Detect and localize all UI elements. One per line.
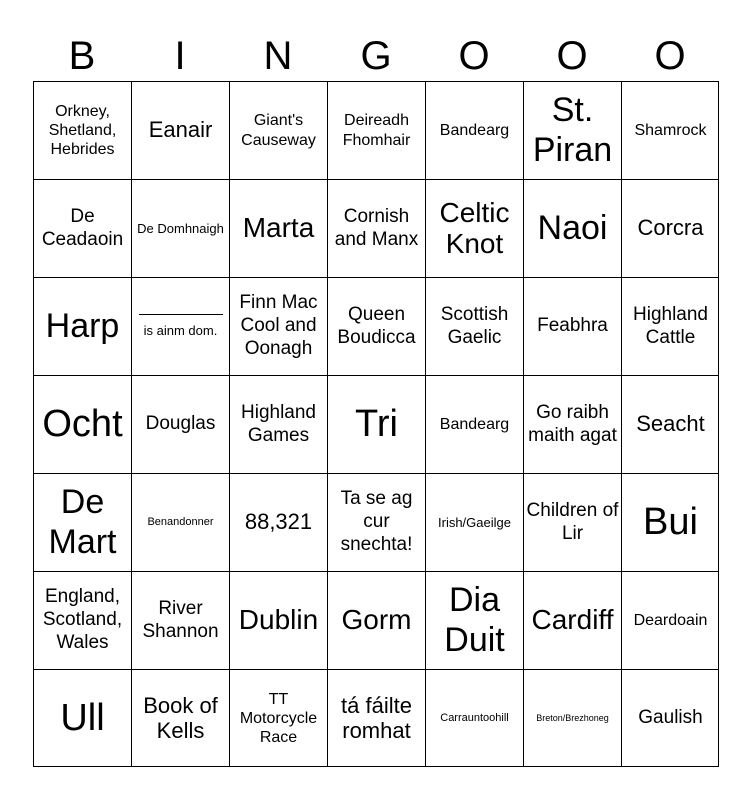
cell-label: Dia Duit bbox=[444, 581, 505, 659]
bingo-cell[interactable] bbox=[229, 81, 327, 179]
cell-label: Douglas bbox=[145, 413, 216, 435]
cell-label: Shamrock bbox=[634, 121, 707, 139]
bingo-cell[interactable] bbox=[327, 375, 425, 473]
cell-label: River Shannon bbox=[142, 597, 219, 642]
cell-label: St. Piran bbox=[532, 91, 613, 169]
bingo-cell[interactable] bbox=[621, 179, 719, 277]
cell-label: Eanair bbox=[148, 117, 213, 143]
cell-label: Children of Lir bbox=[526, 499, 619, 544]
cell-label: Seacht bbox=[636, 411, 705, 437]
bingo-cell[interactable] bbox=[523, 473, 621, 571]
cell-label: tá fáilte romhat bbox=[341, 693, 412, 743]
cell-label: Deardoain bbox=[633, 611, 708, 629]
fill-in-blank-line bbox=[139, 314, 223, 315]
bingo-cell[interactable] bbox=[131, 277, 229, 375]
cell-label: Highland Cattle bbox=[633, 303, 708, 348]
cell-label: Bandearg bbox=[439, 415, 510, 433]
bingo-cell[interactable] bbox=[33, 669, 131, 767]
bingo-board bbox=[33, 81, 719, 767]
bingo-cell[interactable] bbox=[523, 669, 621, 767]
cell-label: Bui bbox=[643, 500, 698, 543]
bingo-cell[interactable] bbox=[131, 375, 229, 473]
cell-label: TT Motorcycle Race bbox=[239, 690, 318, 747]
bingo-cell[interactable] bbox=[327, 81, 425, 179]
bingo-cell[interactable] bbox=[229, 179, 327, 277]
bingo-cell[interactable] bbox=[33, 473, 131, 571]
header-letter: I bbox=[174, 34, 186, 78]
cell-label: Deireadh Fhomhair bbox=[342, 112, 411, 149]
cell-label: Breton/Brezhoneg bbox=[536, 713, 609, 724]
bingo-cell[interactable] bbox=[523, 375, 621, 473]
cell-label: Gaulish bbox=[638, 707, 703, 729]
bingo-cell[interactable] bbox=[425, 571, 523, 669]
bingo-cell[interactable] bbox=[33, 81, 131, 179]
cell-label: Finn Mac Cool and Oonagh bbox=[239, 292, 318, 359]
bingo-cell[interactable] bbox=[621, 571, 719, 669]
bingo-cell[interactable] bbox=[131, 179, 229, 277]
bingo-cell[interactable] bbox=[327, 571, 425, 669]
cell-label: Ta se ag cur snechta! bbox=[340, 488, 413, 555]
bingo-cell[interactable] bbox=[229, 473, 327, 571]
cell-label: De Domhnaigh bbox=[137, 220, 224, 236]
bingo-cell[interactable] bbox=[229, 571, 327, 669]
cell-label: Gorm bbox=[341, 604, 412, 636]
header-letter: O bbox=[654, 34, 686, 78]
bingo-cell[interactable] bbox=[621, 473, 719, 571]
cell-label: Ull bbox=[60, 696, 105, 739]
cell-label: Ocht bbox=[42, 402, 123, 445]
header-letter: B bbox=[68, 34, 96, 78]
cell-label: Go raibh maith agat bbox=[528, 401, 617, 446]
cell-label: Benandonner bbox=[147, 515, 214, 528]
bingo-cell[interactable] bbox=[425, 179, 523, 277]
bingo-cell[interactable] bbox=[425, 669, 523, 767]
bingo-header bbox=[33, 30, 719, 82]
cell-label: Book of Kells bbox=[143, 693, 218, 743]
cell-label: Cornish and Manx bbox=[334, 205, 419, 250]
header-letter: G bbox=[360, 34, 392, 78]
cell-label: Irish/Gaeilge bbox=[438, 514, 511, 530]
cell-label: Dublin bbox=[238, 604, 319, 636]
cell-label: Marta bbox=[242, 212, 315, 244]
bingo-cell[interactable] bbox=[425, 473, 523, 571]
bingo-cell[interactable] bbox=[131, 571, 229, 669]
cell-label: Feabhra bbox=[537, 315, 608, 337]
bingo-cell[interactable] bbox=[33, 375, 131, 473]
bingo-cell[interactable] bbox=[327, 473, 425, 571]
bingo-cell[interactable] bbox=[327, 179, 425, 277]
cell-label: Carrauntoohill bbox=[440, 711, 509, 724]
cell-label: Naoi bbox=[537, 208, 608, 247]
cell-label: is ainm dom. bbox=[143, 323, 218, 339]
bingo-cell[interactable] bbox=[229, 375, 327, 473]
bingo-cell[interactable] bbox=[425, 277, 523, 375]
header-letter: N bbox=[263, 34, 293, 78]
cell-label: Queen Boudicca bbox=[337, 303, 416, 348]
cell-label: De Ceadaoin bbox=[41, 205, 124, 250]
cell-label: Highland Games bbox=[241, 401, 316, 446]
cell-label: 88,321 bbox=[244, 509, 313, 535]
bingo-cell[interactable] bbox=[327, 669, 425, 767]
bingo-cell[interactable] bbox=[523, 179, 621, 277]
bingo-cell[interactable] bbox=[425, 81, 523, 179]
bingo-cell[interactable] bbox=[425, 375, 523, 473]
cell-label: De Mart bbox=[48, 483, 117, 561]
cell-label: Bandearg bbox=[439, 121, 510, 139]
bingo-cell[interactable] bbox=[33, 277, 131, 375]
cell-label: Cardiff bbox=[531, 604, 614, 636]
bingo-cell[interactable] bbox=[229, 277, 327, 375]
bingo-cell[interactable] bbox=[131, 669, 229, 767]
cell-label: Scottish Gaelic bbox=[440, 303, 509, 348]
cell-label: Harp bbox=[45, 306, 120, 345]
bingo-cell[interactable] bbox=[621, 81, 719, 179]
cell-label: Tri bbox=[355, 402, 398, 445]
cell-label: Orkney, Shetland, Hebrides bbox=[48, 102, 117, 159]
bingo-cell[interactable] bbox=[621, 277, 719, 375]
bingo-cell[interactable] bbox=[33, 179, 131, 277]
cell-label: Corcra bbox=[637, 215, 704, 241]
header-letter: O bbox=[556, 34, 588, 78]
bingo-cell[interactable] bbox=[523, 81, 621, 179]
bingo-cell[interactable] bbox=[621, 375, 719, 473]
cell-label: Celtic Knot bbox=[439, 196, 510, 259]
bingo-cell[interactable] bbox=[327, 277, 425, 375]
header-letter: O bbox=[458, 34, 490, 78]
bingo-cell[interactable] bbox=[523, 277, 621, 375]
bingo-cell[interactable] bbox=[131, 473, 229, 571]
bingo-cell[interactable] bbox=[621, 669, 719, 767]
bingo-cell[interactable] bbox=[229, 669, 327, 767]
bingo-cell[interactable] bbox=[523, 571, 621, 669]
bingo-cell[interactable] bbox=[131, 81, 229, 179]
cell-label: England, Scotland, Wales bbox=[42, 586, 123, 653]
bingo-cell[interactable] bbox=[33, 571, 131, 669]
cell-label: Giant's Causeway bbox=[241, 112, 316, 149]
